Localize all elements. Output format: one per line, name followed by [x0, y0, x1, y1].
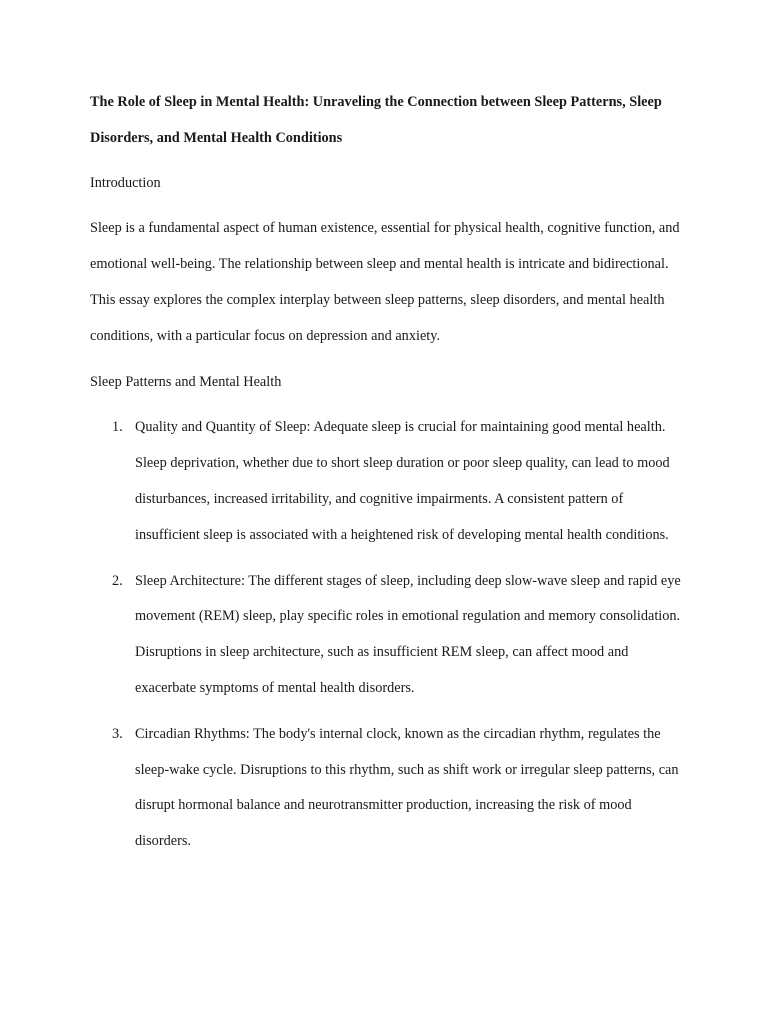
list-item-text: Quality and Quantity of Sleep: Adequate sleep is crucial for maintaining good mental health. Sleep deprivation, whether due to short sleep duration or poor sleep quality, can lead to mood disturbances, increased irritability, and cognitive impairments. A consistent pattern of insufficient sleep is associated with a heightened risk of developing mental health conditions.: [135, 419, 670, 543]
introduction-heading: Introduction: [90, 174, 161, 191]
list-item-number: 2.: [112, 572, 123, 589]
section-heading: Sleep Patterns and Mental Health: [90, 373, 282, 390]
list-item: [90, 410, 690, 553]
list-item: [90, 717, 690, 860]
numbered-list: [90, 410, 690, 860]
list-item-text: Circadian Rhythms: The body's internal clock, known as the circadian rhythm, regulates the sleep-wake cycle. Disruptions to this rhythm, such as shift work or irregular sleep patterns, can disrupt hormonal balance and neurotransmitter production, increasing the risk of mood disorders.: [135, 725, 679, 850]
list-item-number: 1.: [112, 419, 123, 436]
document-body: [90, 85, 690, 870]
list-item-text: Sleep Architecture: The different stages of sleep, including deep slow-wave sleep and rapid eye movement (REM) sleep, play specific roles in emotional regulation and memory consolidation. Disruptions in sleep architecture, such as insufficient REM sleep, can affect mood and exacerbate symptoms of mental health disorders.: [135, 572, 681, 696]
introduction-paragraph: Sleep is a fundamental aspect of human existence, essential for physical health, cognitive function, and emotional well-being. The relationship between sleep and mental health is intricate and bidirectional. This essay explores the complex interplay between sleep patterns, sleep disorders, and mental health conditions, with a particular focus on depression and anxiety.: [90, 220, 680, 344]
document-title: The Role of Sleep in Mental Health: Unraveling the Connection between Sleep Patterns, Sleep Disorders, and Mental Health Conditions: [90, 94, 662, 146]
list-item: [90, 564, 690, 707]
list-item-number: 3.: [112, 725, 123, 742]
